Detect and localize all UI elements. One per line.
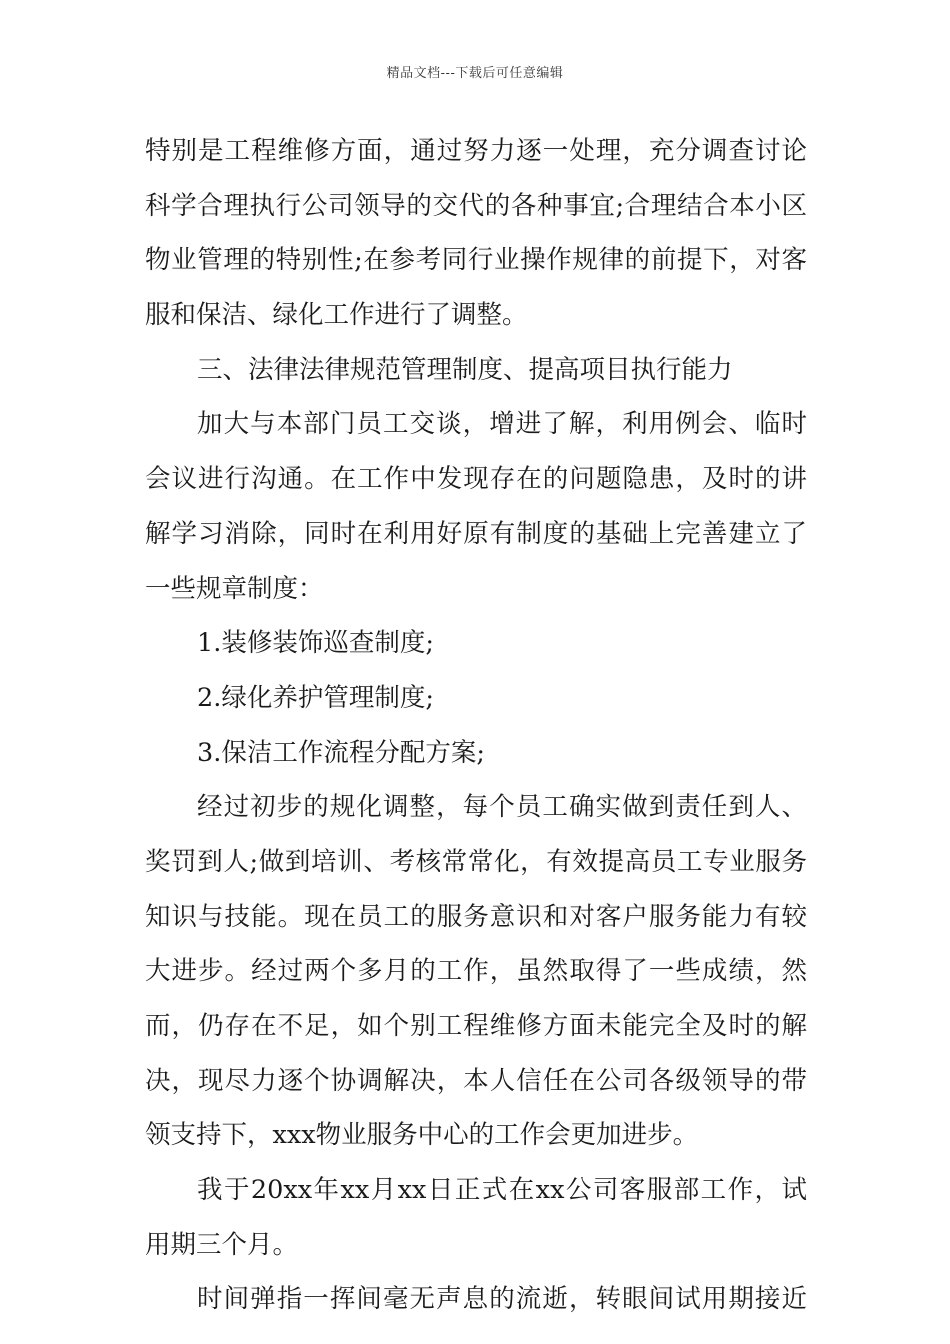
list-item: 2.绿化养护管理制度;: [197, 682, 434, 713]
document-body: [145, 124, 807, 1327]
text-line: 而，仍存在不足，如个别工程维修方面未能完全及时的解: [145, 1011, 807, 1041]
text-line: 会议进行沟通。在工作中发现存在的问题隐患，及时的讲: [145, 464, 807, 495]
text-line: 时间弹指一挥间毫无声息的流逝，转眼间试用期接近: [197, 1284, 807, 1315]
text-line: 科学合理执行公司领导的交代的各种事宜;合理结合本小区: [145, 190, 807, 221]
text-line: 领支持下，xxx物业服务中心的工作会更加进步。: [145, 1120, 699, 1151]
list-item: 3.保洁工作流程分配方案;: [197, 737, 485, 768]
text-line: 决，现尽力逐个协调解决，本人信任在公司各级领导的带: [145, 1065, 807, 1096]
text-line: 用期三个月。: [145, 1229, 299, 1260]
text-line: 大进步。经过两个多月的工作，虽然取得了一些成绩，然: [145, 956, 807, 987]
text-line: 知识与技能。现在员工的服务意识和对客户服务能力有较: [145, 901, 807, 932]
page-header: 精品文档---下载后可任意编辑: [386, 66, 564, 81]
list-item: 1.装修装饰巡查制度;: [197, 628, 434, 659]
text-line: 我于20xx年xx月xx日正式在xx公司客服部工作，试: [197, 1175, 807, 1206]
text-line: 特别是工程维修方面，通过努力逐一处理，充分调查讨论: [145, 136, 807, 166]
text-line: 解学习消除，同时在利用好原有制度的基础上完善建立了: [145, 518, 807, 549]
text-line: 一些规章制度：: [145, 573, 324, 604]
text-line: 服和保洁、绿化工作进行了调整。: [145, 300, 528, 331]
text-line: 加大与本部门员工交谈，增进了解，利用例会、临时: [197, 409, 807, 440]
text-line: 奖罚到人;做到培训、考核常常化，有效提高员工专业服务: [145, 846, 807, 877]
text-line: 物业管理的特别性;在参考同行业操作规律的前提下，对客: [145, 245, 807, 276]
text-line: 经过初步的规化调整，每个员工确实做到责任到人、: [197, 792, 807, 823]
section-heading: 三、法律法律规范管理制度、提高项目执行能力: [197, 354, 733, 385]
